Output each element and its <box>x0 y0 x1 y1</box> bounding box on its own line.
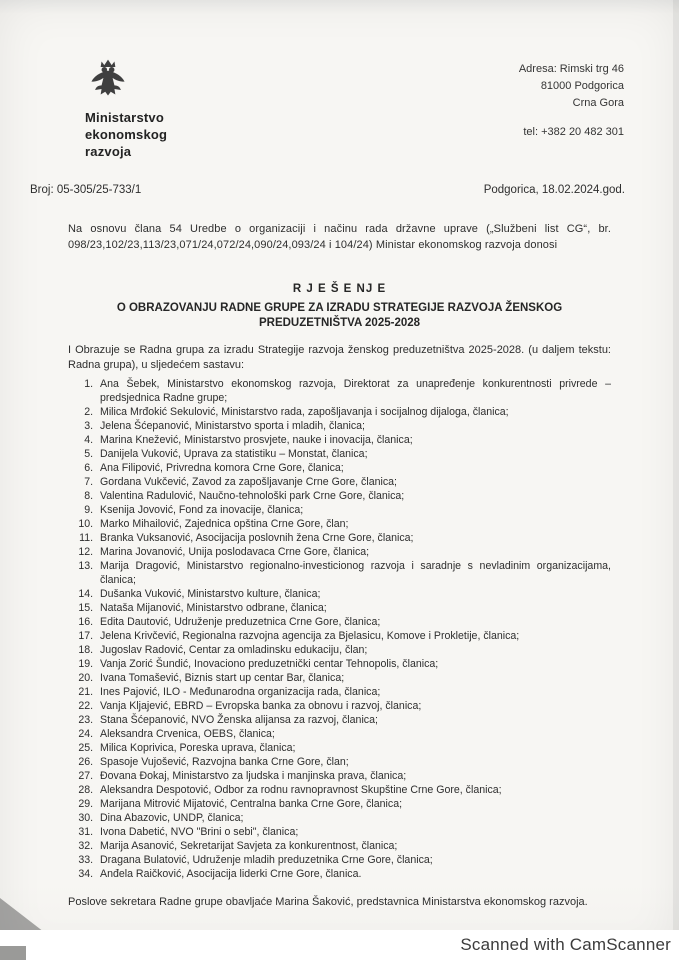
scan-edge-shadow <box>673 0 679 960</box>
member-item: 7. Gordana Vukčević, Zavod za zapošljavanje Crne Gore, članica; <box>96 475 611 489</box>
member-item: 25. Milica Koprivica, Poreska uprava, članica; <box>96 741 611 755</box>
member-item: 21. Ines Pajović, ILO - Međunarodna organizacija rada, članica; <box>96 685 611 699</box>
member-item: 24. Aleksandra Crvenica, OEBS, članica; <box>96 727 611 741</box>
montenegro-coat-of-arms-icon <box>89 55 127 101</box>
member-item: 8. Valentina Radulović, Naučno-tehnološki park Crne Gore, članica; <box>96 489 611 503</box>
ministry-name-line1: Ministarstvo <box>85 110 164 125</box>
member-item: 29. Marijana Mitrović Mijatović, Centralna banka Crne Gore, članica; <box>96 797 611 811</box>
ministry-name-line3: razvoja <box>85 144 132 159</box>
phone-number: tel: +382 20 482 301 <box>523 126 624 138</box>
ministry-name <box>85 109 285 160</box>
member-item: 16. Edita Dautović, Udruženje preduzetnica Crne Gore, članica; <box>96 615 611 629</box>
member-item: 12. Marina Jovanović, Unija poslodavaca Crne Gore, članica; <box>96 545 611 559</box>
member-item: 28. Aleksandra Despotović, Odbor za rodnu ravnopravnost Skupštine Crne Gore, članica; <box>96 783 611 797</box>
member-item: 10. Marko Mihailović, Zajednica opština Crne Gore, član; <box>96 517 611 531</box>
document-number: Broj: 05-305/25-733/1 <box>30 184 142 196</box>
member-item: 18. Jugoslav Radović, Centar za omladinsku edukaciju, član; <box>96 643 611 657</box>
legal-preamble: Na osnovu člana 54 Uredbe o organizaciji i načinu rada državne uprave („Službeni list CG“, br. 098/23,102/23,113/23,071/24,072/24,090/24,093/24 i 104/24) Ministar ekonomskog razvoja donosi <box>68 223 611 251</box>
member-item: 9. Ksenija Jovović, Fond za inovacije, članica; <box>96 503 611 517</box>
member-item: 17. Jelena Krivčević, Regionalna razvojna agencija za Bjelasicu, Komove i Prokletije, članica; <box>96 629 611 643</box>
member-item: 31. Ivona Dabetić, NVO "Brini o sebi", članica; <box>96 825 611 839</box>
member-item: 14. Dušanka Vuković, Ministarstvo kulture, članica; <box>96 587 611 601</box>
camscanner-watermark: Scanned with CamScanner <box>460 935 671 954</box>
member-item: 5. Danijela Vuković, Uprava za statistiku – Monstat, članica; <box>96 447 611 461</box>
secretary-note: Poslove sekretara Radne grupe obavljaće Marina Šaković, predstavnica Ministarstva ekonomskog razvoja. <box>68 896 588 908</box>
member-item: 19. Vanja Zorić Šundić, Inovaciono preduzetnički centar Tehnopolis, članica; <box>96 657 611 671</box>
working-group-member-list <box>68 377 611 881</box>
scan-corner-artifact <box>0 898 44 932</box>
reference-row <box>0 184 679 196</box>
member-item: 26. Spasoje Vujošević, Razvojna banka Crne Gore, član; <box>96 755 611 769</box>
ministry-name-line2: ekonomskog <box>85 127 168 142</box>
member-item: 11. Branka Vuksanović, Asocijacija poslovnih žena Crne Gore, članica; <box>96 531 611 545</box>
address-line: Adresa: Rimski trg 46 <box>518 63 624 75</box>
member-item: 13. Marija Dragović, Ministarstvo regionalno-investicionog razvoja i saradnje s nevladinim organizacijama, članica; <box>96 559 611 587</box>
member-item: 32. Marija Asanović, Sekretarijat Savjeta za konkurentnost, članica; <box>96 839 611 853</box>
title-block <box>68 283 611 331</box>
member-item: 27. Đovana Đokaj, Ministarstvo za ljudska i manjinska prava, članica; <box>96 769 611 783</box>
member-item: 3. Jelena Šćepanović, Ministarstvo sporta i mladih, članica; <box>96 419 611 433</box>
body-intro: I Obrazuje se Radna grupa za izradu Strategije razvoja ženskog preduzetništva 2025-2028. (u daljem tekstu: Radna grupa), u sljedećem sastavu: <box>68 344 611 371</box>
member-item: 34. Anđela Raičković, Asocijacija liderki Crne Gore, članica. <box>96 867 611 881</box>
document-body <box>0 222 679 910</box>
address-city: 81000 Podgorica <box>540 80 624 92</box>
member-item: 1. Ana Šebek, Ministarstvo ekonomskog razvoja, Direktorat za unapređenje konkurentnosti privrede – predsjednica Radne grupe; <box>96 377 611 405</box>
member-item: 4. Marina Knežević, Ministarstvo prosvjete, nauke i inovacija, članica; <box>96 433 611 447</box>
address-country: Crna Gora <box>572 97 624 109</box>
member-item: 6. Ana Filipović, Privredna komora Crne Gore, članica; <box>96 461 611 475</box>
place-and-date: Podgorica, 18.02.2024.god. <box>483 184 625 196</box>
member-item: 2. Milica Mrđokić Sekulović, Ministarstvo rada, zapošljavanja i socijalnog dijaloga, članica; <box>96 405 611 419</box>
ministry-letterhead <box>85 55 285 160</box>
camscanner-footer-bar <box>0 930 679 960</box>
decision-subtitle: O OBRAZOVANJU RADNE GRUPE ZA IZRADU STRATEGIJE RAZVOJA ŽENSKOG PREDUZETNIŠTVA 2025-2028 <box>116 302 563 329</box>
member-item: 20. Ivana Tomašević, Biznis start up centar Bar, članica; <box>96 671 611 685</box>
member-item: 23. Stana Šćepanović, NVO Ženska alijansa za razvoj, članica; <box>96 713 611 727</box>
contact-block <box>519 61 624 160</box>
member-item: 30. Dina Abazovic, UNDP, članica; <box>96 811 611 825</box>
scan-edge-mark <box>0 946 26 960</box>
member-item: 15. Nataša Mijanović, Ministarstvo odbrane, članica; <box>96 601 611 615</box>
document-header <box>0 0 679 160</box>
member-item: 22. Vanja Kljajević, EBRD – Evropska banka za obnovu i razvoj, članica; <box>96 699 611 713</box>
decision-title: R J E Š E NJ E <box>292 283 387 295</box>
member-item: 33. Dragana Bulatović, Udruženje mladih preduzetnika Crne Gore, članica; <box>96 853 611 867</box>
